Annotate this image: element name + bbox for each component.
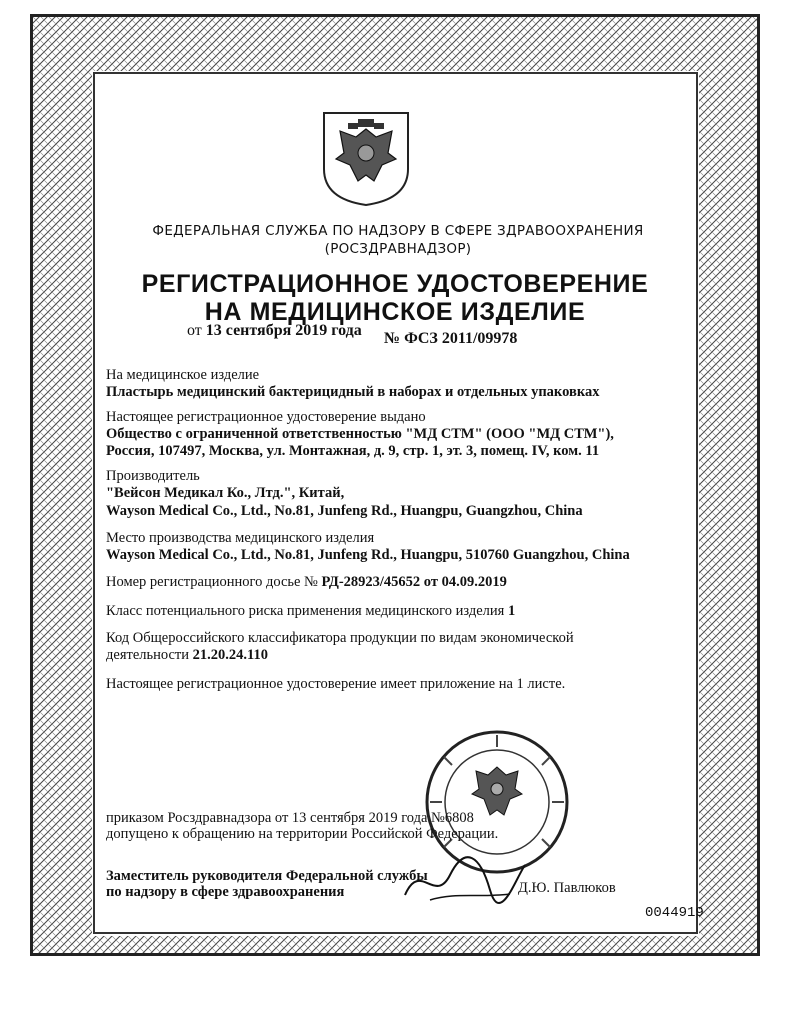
device-value: Пластырь медицинский бактерицидный в наборах и отдельных упаковках xyxy=(106,384,600,400)
issued-line1: Общество с ограниченной ответственностью "МД СТМ" (ООО "МД СТМ"), xyxy=(106,426,614,442)
date-prefix: от xyxy=(187,322,202,339)
dossier-line xyxy=(106,574,507,591)
okp-prefix: деятельности xyxy=(106,647,190,663)
manufacturer-label: Производитель xyxy=(106,468,200,484)
issued-line2: Россия, 107497, Москва, ул. Монтажная, д. 9, стр. 1, эт. 3, помещ. IV, ком. 11 xyxy=(106,443,600,459)
issued-label: Настоящее регистрационное удостоверение выдано xyxy=(106,409,426,425)
certificate-title-line1: РЕГИСТРАЦИОННОЕ УДОСТОВЕРЕНИЕ xyxy=(141,270,649,298)
signatory-position-line2: по надзору в сфере здравоохранения xyxy=(106,884,345,900)
dossier-prefix: Номер регистрационного досье № xyxy=(106,574,318,590)
signatory-position-line1: Заместитель руководителя Федеральной службы xyxy=(106,868,428,884)
risk-value: 1 xyxy=(507,603,516,619)
okp-line2 xyxy=(106,647,268,664)
date-value: 13 сентября 2019 года xyxy=(205,322,362,339)
risk-prefix: Класс потенциального риска применения медицинского изделия xyxy=(106,603,505,619)
device-label: На медицинское изделие xyxy=(106,367,260,383)
agency-line2: (РОСЗДРАВНАДЗОР) xyxy=(324,241,472,257)
appendix-note: Настоящее регистрационное удостоверение имеет приложение на 1 листе. xyxy=(106,676,566,692)
production-label: Место производства медицинского изделия xyxy=(106,530,375,546)
okp-value: 21.20.24.110 xyxy=(192,647,268,663)
signatory-name: Д.Ю. Павлюков xyxy=(518,880,616,896)
number-label: № xyxy=(384,330,401,347)
order-line1: приказом Росздравнадзора от 13 сентября 2019 года №6808 xyxy=(106,810,474,826)
registration-number xyxy=(384,330,517,348)
certificate-title-line2: НА МЕДИЦИНСКОЕ ИЗДЕЛИЕ xyxy=(204,298,586,326)
agency-line1: ФЕДЕРАЛЬНАЯ СЛУЖБА ПО НАДЗОРУ В СФЕРЕ ЗДРАВООХРАНЕНИЯ xyxy=(152,223,644,239)
manufacturer-line2: Wayson Medical Co., Ltd., No.81, Junfeng Rd., Huangpu, Guangzhou, China xyxy=(106,503,583,519)
coat-of-arms-emblem xyxy=(318,107,414,207)
okp-line1: Код Общероссийского классификатора продукции по видам экономической xyxy=(106,630,574,646)
risk-class-line xyxy=(106,603,515,620)
manufacturer-line1: "Вейсон Медикал Ко., Лтд.", Китай, xyxy=(106,485,345,501)
production-value: Wayson Medical Co., Ltd., No.81, Junfeng Rd., Huangpu, 510760 Guangzhou, China xyxy=(106,547,630,563)
number-value: ФСЗ 2011/09978 xyxy=(404,330,518,347)
order-line2: допущено к обращению на территории Российской Федерации. xyxy=(106,826,499,842)
form-serial-number: 0044919 xyxy=(645,905,704,921)
issue-date xyxy=(187,322,362,340)
dossier-value: РД-28923/45652 от 04.09.2019 xyxy=(321,574,507,590)
agency-name xyxy=(120,222,676,258)
